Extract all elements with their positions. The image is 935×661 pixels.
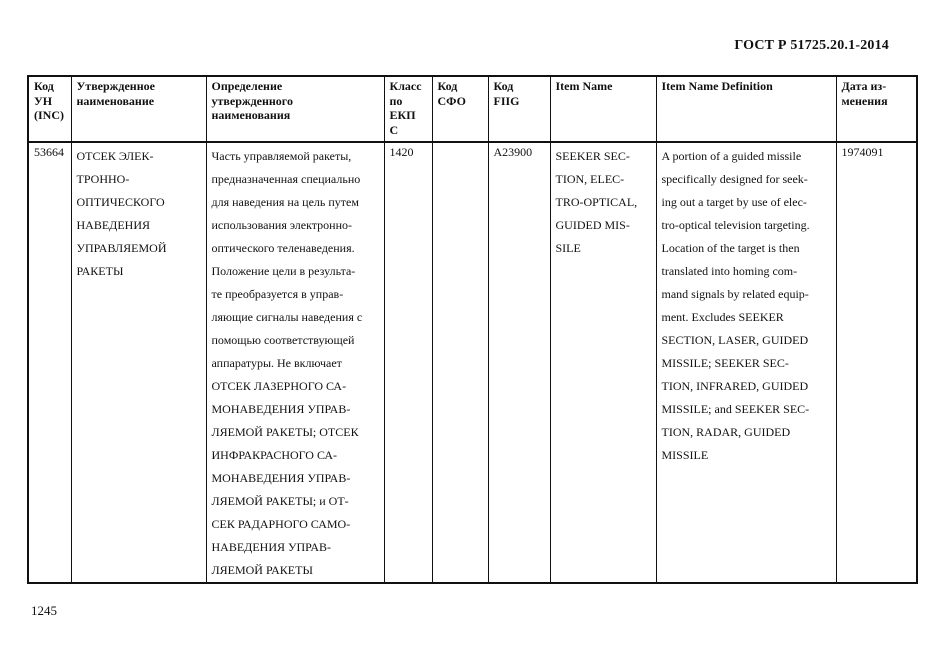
cell-definition <box>206 142 384 583</box>
column-header-class: Класс по ЕКП С <box>384 76 432 142</box>
cell-class <box>384 142 432 583</box>
cell-sfo <box>432 142 488 583</box>
column-header-definition: Определение утвержденного наименования <box>206 76 384 142</box>
item-name-value: SEEKER SEC- TION, ELEC- TRO-OPTICAL, GUIDED MIS- SILE <box>555 149 638 255</box>
cell-date <box>836 142 917 583</box>
cell-item-definition <box>656 142 836 583</box>
column-header-approved-name: Утвержденное наименование <box>71 76 206 142</box>
page-number: 1245 <box>31 603 57 618</box>
cell-inc <box>28 142 71 583</box>
table-header-row <box>28 76 917 142</box>
class-value: 1420 <box>389 145 414 159</box>
document-standard-header: ГОСТ Р 51725.20.1-2014 <box>734 38 889 53</box>
table-row <box>28 142 917 583</box>
cell-approved-name <box>71 142 206 583</box>
date-value: 1974091 <box>841 145 884 159</box>
inc-value: 53664 <box>34 145 64 159</box>
approved-name-value: ОТСЕК ЭЛЕК- ТРОННО- ОПТИЧЕСКОГО НАВЕДЕНИЯ УПРАВЛЯЕМОЙ РАКЕТЫ <box>76 149 167 278</box>
column-header-date: Дата из- менения <box>836 76 917 142</box>
gost-table <box>27 75 918 584</box>
definition-value: Часть управляемой ракеты, предназначенная специально для наведения на цель путем использования электронно- оптического теленаведения. Положение цели в результа- те преобразуется в управ- ляющие сигналы наведения с помощью соответствующей аппаратуры. Не включает ОТСЕК ЛАЗЕРНОГО СА- МОНАВЕДЕНИЯ УПРАВ- ЛЯЕМОЙ РАКЕТЫ; ОТСЕК ИНФРАКРАСНОГО СА- МОНАВЕДЕНИЯ УПРАВ- ЛЯЕМОЙ РАКЕТЫ; и ОТ- СЕК РАДАРНОГО САМО- НАВЕДЕНИЯ УПРАВ- ЛЯЕМОЙ РАКЕТЫ <box>211 149 363 577</box>
cell-fiig <box>488 142 550 583</box>
column-header-fiig: Код FIIG <box>488 76 550 142</box>
fiig-value: A23900 <box>493 145 533 159</box>
item-definition-value: A portion of a guided missile specifically designed for seek- ing out a target by use of elec- tro-optical television targeting. Location of the target is then translated into homing com- mand signals by related equip- ment. Excludes SEEKER SECTION, LASER, GUIDED MISSILE; SEEKER SEC- TION, INFRARED, GUIDED MISSILE; and SEEKER SEC- TION, RADAR, GUIDED MISSILE <box>661 149 810 462</box>
column-header-item-definition: Item Name Definition <box>656 76 836 142</box>
column-header-inc: Код УН (INC) <box>28 76 71 142</box>
cell-item-name <box>550 142 656 583</box>
column-header-sfo: Код СФО <box>432 76 488 142</box>
column-header-item-name: Item Name <box>550 76 656 142</box>
